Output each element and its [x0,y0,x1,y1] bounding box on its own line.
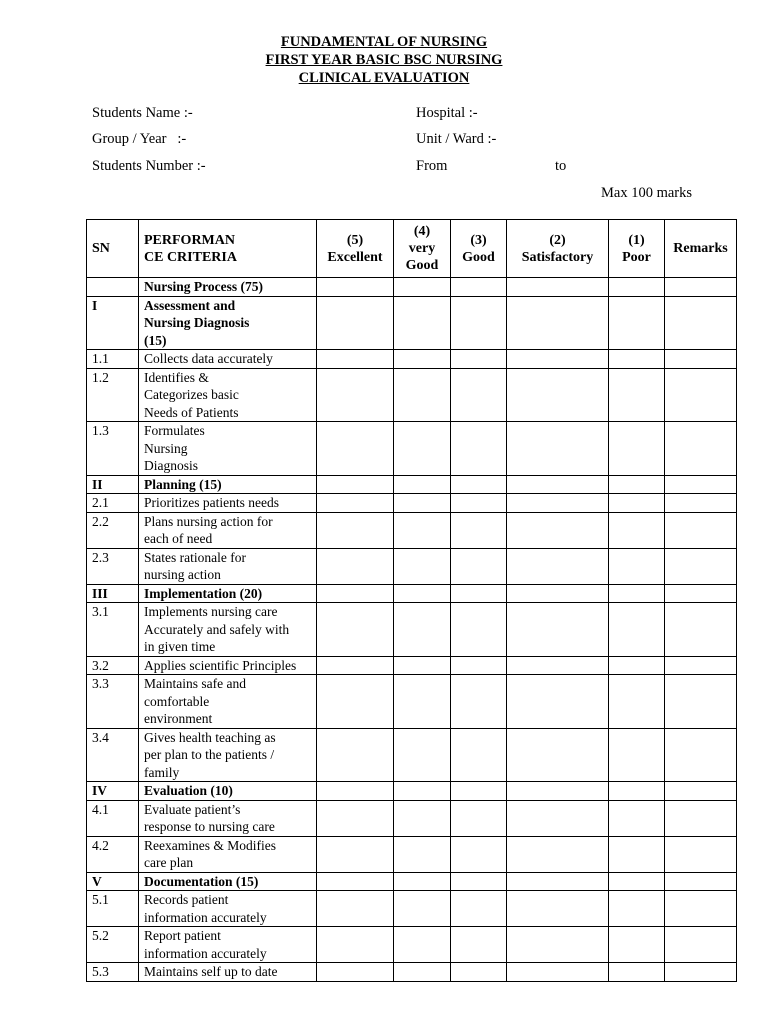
row-criteria: Gives health teaching as per plan to the patients / family [139,728,317,782]
row-criteria: Assessment and Nursing Diagnosis (15) [139,296,317,350]
rating-cell-excellent[interactable] [317,836,394,872]
rating-cell-satisfactory[interactable] [507,494,609,513]
row-criteria: Formulates Nursing Diagnosis [139,422,317,476]
rating-cell-good[interactable] [451,350,507,369]
table-header-row [87,220,737,278]
section-row [87,782,737,801]
section-row [87,296,737,350]
rating-cell-satisfactory[interactable] [507,584,609,603]
rating-cell-very-good[interactable] [394,368,451,422]
rating-cell-poor[interactable] [609,512,665,548]
rating-cell-remarks[interactable] [665,475,737,494]
row-criteria: Evaluate patient’s response to nursing care [139,800,317,836]
rating-cell-poor[interactable] [609,350,665,369]
rating-cell-very-good[interactable] [394,800,451,836]
student-name-label: Students Name :- [92,105,193,121]
rating-cell-good[interactable] [451,422,507,476]
section-row [87,475,737,494]
row-criteria: Nursing Process (75) [139,278,317,297]
to-label: to [555,158,567,174]
rating-cell-satisfactory[interactable] [507,512,609,548]
rating-cell-good[interactable] [451,494,507,513]
row-criteria: Records patient information accurately [139,891,317,927]
row-sn: II [87,475,139,494]
rating-cell-satisfactory[interactable] [507,278,609,297]
col-header-good [451,220,507,278]
rating-cell-satisfactory[interactable] [507,422,609,476]
row-sn: 5.3 [87,963,139,982]
rating-cell-good[interactable] [451,475,507,494]
rating-cell-satisfactory[interactable] [507,800,609,836]
row-sn [87,278,139,297]
col-header-satisfactory [507,220,609,278]
rating-cell-remarks[interactable] [665,296,737,350]
criteria-row [87,728,737,782]
row-criteria: Collects data accurately [139,350,317,369]
rating-cell-good[interactable] [451,548,507,584]
row-sn: 2.3 [87,548,139,584]
criteria-row [87,350,737,369]
rating-cell-satisfactory[interactable] [507,782,609,801]
rating-cell-very-good[interactable] [394,782,451,801]
rating-cell-satisfactory[interactable] [507,368,609,422]
row-sn: 5.1 [87,891,139,927]
rating-cell-very-good[interactable] [394,350,451,369]
criteria-row [87,800,737,836]
row-criteria: Planning (15) [139,475,317,494]
criteria-row [87,656,737,675]
col-header-poor [609,220,665,278]
col-header-excellent [317,220,394,278]
rating-cell-excellent[interactable] [317,368,394,422]
rating-cell-excellent[interactable] [317,963,394,982]
rating-cell-poor[interactable] [609,963,665,982]
form-header [0,33,768,87]
rating-cell-good[interactable] [451,603,507,657]
max-marks-label: Max 100 marks [601,185,693,201]
rating-cell-remarks[interactable] [665,963,737,982]
rating-cell-excellent[interactable] [317,656,394,675]
rating-cell-very-good[interactable] [394,512,451,548]
row-criteria: Documentation (15) [139,872,317,891]
rating-cell-very-good[interactable] [394,728,451,782]
rating-cell-remarks[interactable] [665,836,737,872]
rating-cell-satisfactory[interactable] [507,350,609,369]
table-body [87,278,737,982]
rating-cell-good[interactable] [451,296,507,350]
rating-cell-very-good[interactable] [394,963,451,982]
group-year-label: Group / Year :- [92,131,187,147]
rating-cell-excellent[interactable] [317,512,394,548]
criteria-row [87,512,737,548]
rating-cell-remarks[interactable] [665,512,737,548]
row-sn: 2.2 [87,512,139,548]
rating-cell-very-good[interactable] [394,603,451,657]
row-sn: I [87,296,139,350]
rating-cell-good[interactable] [451,675,507,729]
rating-cell-excellent[interactable] [317,800,394,836]
col-header-sn: SN [87,220,139,278]
rating-cell-satisfactory[interactable] [507,891,609,927]
rating-cell-remarks[interactable] [665,603,737,657]
rating-cell-good[interactable] [451,278,507,297]
col-header-very-good [394,220,451,278]
rating-cell-excellent[interactable] [317,278,394,297]
rating-cell-very-good[interactable] [394,584,451,603]
row-sn: III [87,584,139,603]
from-label: From [416,158,448,174]
rating-cell-poor[interactable] [609,475,665,494]
good-header-text: (3) Good [462,232,495,265]
rating-cell-very-good[interactable] [394,836,451,872]
row-criteria: Evaluation (10) [139,782,317,801]
col-header-criteria [139,220,317,278]
rating-cell-poor[interactable] [609,548,665,584]
criteria-row [87,422,737,476]
rating-cell-very-good[interactable] [394,927,451,963]
excellent-header-text: (5) Excellent [327,232,383,265]
rating-cell-poor[interactable] [609,422,665,476]
row-criteria: Report patient information accurately [139,927,317,963]
criteria-row [87,494,737,513]
row-criteria: Maintains safe and comfortable environment [139,675,317,729]
criteria-row [87,675,737,729]
row-criteria: Plans nursing action for each of need [139,512,317,548]
rating-cell-remarks[interactable] [665,927,737,963]
rating-cell-remarks[interactable] [665,278,737,297]
row-sn: 3.1 [87,603,139,657]
section-row [87,278,737,297]
rating-cell-excellent[interactable] [317,584,394,603]
row-criteria: Implements nursing care Accurately and safely with in given time [139,603,317,657]
rating-cell-poor[interactable] [609,656,665,675]
row-sn: 3.3 [87,675,139,729]
criteria-row [87,548,737,584]
rating-cell-good[interactable] [451,872,507,891]
poor-header-text: (1) Poor [622,232,651,265]
rating-cell-excellent[interactable] [317,422,394,476]
rating-cell-satisfactory[interactable] [507,927,609,963]
criteria-row [87,836,737,872]
row-sn: 3.2 [87,656,139,675]
rating-cell-poor[interactable] [609,927,665,963]
rating-cell-remarks[interactable] [665,656,737,675]
rating-cell-remarks[interactable] [665,872,737,891]
rating-cell-satisfactory[interactable] [507,872,609,891]
rating-cell-good[interactable] [451,512,507,548]
rating-cell-excellent[interactable] [317,728,394,782]
rating-cell-satisfactory[interactable] [507,728,609,782]
criteria-header-text: PERFORMAN CE CRITERIA [144,232,237,265]
rating-cell-excellent[interactable] [317,675,394,729]
rating-cell-poor[interactable] [609,368,665,422]
rating-cell-very-good[interactable] [394,675,451,729]
rating-cell-satisfactory[interactable] [507,548,609,584]
rating-cell-remarks[interactable] [665,675,737,729]
row-criteria: Identifies & Categorizes basic Needs of Patients [139,368,317,422]
rating-cell-excellent[interactable] [317,872,394,891]
rating-cell-very-good[interactable] [394,278,451,297]
row-criteria: Prioritizes patients needs [139,494,317,513]
rating-cell-satisfactory[interactable] [507,836,609,872]
rating-cell-excellent[interactable] [317,927,394,963]
row-sn: IV [87,782,139,801]
very-good-header-text: (4) very Good [405,224,439,273]
rating-cell-remarks[interactable] [665,584,737,603]
rating-cell-very-good[interactable] [394,296,451,350]
row-criteria: States rationale for nursing action [139,548,317,584]
rating-cell-excellent[interactable] [317,296,394,350]
row-sn: 4.2 [87,836,139,872]
row-sn: 2.1 [87,494,139,513]
rating-cell-good[interactable] [451,836,507,872]
rating-cell-excellent[interactable] [317,891,394,927]
rating-cell-remarks[interactable] [665,494,737,513]
rating-cell-satisfactory[interactable] [507,296,609,350]
rating-cell-poor[interactable] [609,584,665,603]
rating-cell-remarks[interactable] [665,368,737,422]
rating-cell-very-good[interactable] [394,422,451,476]
row-sn: 5.2 [87,927,139,963]
rating-cell-satisfactory[interactable] [507,963,609,982]
rating-cell-excellent[interactable] [317,782,394,801]
row-sn: 1.2 [87,368,139,422]
rating-cell-poor[interactable] [609,728,665,782]
rating-cell-poor[interactable] [609,800,665,836]
row-criteria: Maintains self up to date [139,963,317,982]
rating-cell-good[interactable] [451,927,507,963]
rating-cell-very-good[interactable] [394,548,451,584]
rating-cell-poor[interactable] [609,494,665,513]
row-sn: 1.1 [87,350,139,369]
row-criteria: Applies scientific Principles [139,656,317,675]
row-sn: V [87,872,139,891]
rating-cell-very-good[interactable] [394,872,451,891]
satisfactory-header-text: (2) Satisfactory [521,232,594,265]
rating-cell-very-good[interactable] [394,475,451,494]
rating-cell-remarks[interactable] [665,350,737,369]
rating-cell-satisfactory[interactable] [507,475,609,494]
criteria-row [87,891,737,927]
student-number-label: Students Number :- [92,158,206,174]
rating-cell-poor[interactable] [609,891,665,927]
rating-cell-good[interactable] [451,656,507,675]
form-title: CLINICAL EVALUATION [298,70,470,86]
rating-cell-satisfactory[interactable] [507,675,609,729]
rating-cell-good[interactable] [451,584,507,603]
program-title: FIRST YEAR BASIC BSC NURSING [265,52,503,68]
rating-cell-poor[interactable] [609,836,665,872]
evaluation-table [86,219,737,982]
criteria-row [87,927,737,963]
rating-cell-remarks[interactable] [665,800,737,836]
row-sn: 4.1 [87,800,139,836]
rating-cell-good[interactable] [451,782,507,801]
unit-ward-label: Unit / Ward :- [416,131,497,147]
rating-cell-poor[interactable] [609,278,665,297]
rating-cell-good[interactable] [451,963,507,982]
course-title: FUNDAMENTAL OF NURSING [280,34,488,50]
rating-cell-very-good[interactable] [394,656,451,675]
rating-cell-very-good[interactable] [394,494,451,513]
rating-cell-poor[interactable] [609,675,665,729]
rating-cell-excellent[interactable] [317,494,394,513]
rating-cell-excellent[interactable] [317,475,394,494]
col-header-remarks: Remarks [665,220,737,278]
rating-cell-remarks[interactable] [665,782,737,801]
rating-cell-excellent[interactable] [317,548,394,584]
rating-cell-satisfactory[interactable] [507,656,609,675]
rating-cell-good[interactable] [451,891,507,927]
rating-cell-remarks[interactable] [665,422,737,476]
rating-cell-excellent[interactable] [317,603,394,657]
criteria-row [87,963,737,982]
row-criteria: Reexamines & Modifies care plan [139,836,317,872]
criteria-row [87,603,737,657]
row-criteria: Implementation (20) [139,584,317,603]
rating-cell-remarks[interactable] [665,728,737,782]
row-sn: 1.3 [87,422,139,476]
rating-cell-very-good[interactable] [394,891,451,927]
rating-cell-good[interactable] [451,368,507,422]
hospital-label: Hospital :- [416,105,478,121]
rating-cell-poor[interactable] [609,782,665,801]
section-row [87,584,737,603]
rating-cell-remarks[interactable] [665,891,737,927]
row-sn: 3.4 [87,728,139,782]
rating-cell-satisfactory[interactable] [507,603,609,657]
section-row [87,872,737,891]
rating-cell-good[interactable] [451,728,507,782]
rating-cell-remarks[interactable] [665,548,737,584]
rating-cell-poor[interactable] [609,872,665,891]
rating-cell-poor[interactable] [609,296,665,350]
criteria-row [87,368,737,422]
rating-cell-good[interactable] [451,800,507,836]
rating-cell-poor[interactable] [609,603,665,657]
rating-cell-excellent[interactable] [317,350,394,369]
